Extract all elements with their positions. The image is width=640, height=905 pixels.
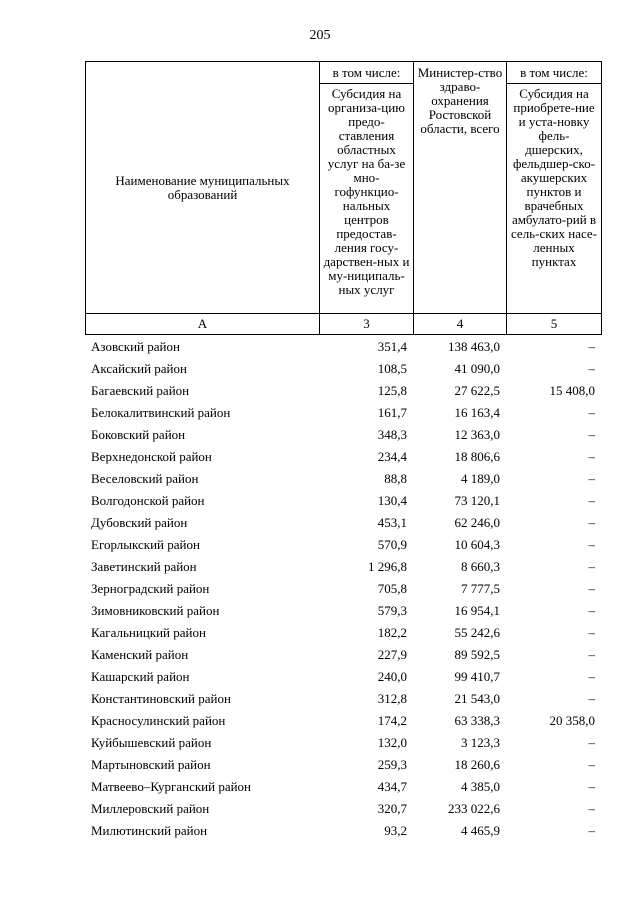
row-col4: 73 120,1 <box>454 493 500 508</box>
table-row <box>85 512 601 534</box>
table-row <box>85 754 601 776</box>
row-name: Боковский район <box>91 427 186 442</box>
table-row <box>85 666 601 688</box>
row-col5: – <box>588 691 595 706</box>
row-col5: – <box>588 823 595 838</box>
row-name: Милютинский район <box>91 823 208 838</box>
row-name: Зимовниковский район <box>91 603 220 618</box>
row-col3: 93,2 <box>384 823 407 838</box>
table-row <box>85 490 601 512</box>
row-col3: 1 296,8 <box>368 559 407 574</box>
row-col5: – <box>588 779 595 794</box>
row-col4: 12 363,0 <box>454 427 500 442</box>
row-name: Красносулинский район <box>91 713 226 728</box>
row-col5: – <box>588 471 595 486</box>
header-index-5: 5 <box>507 314 602 335</box>
table-row <box>85 688 601 710</box>
row-col3: 174,2 <box>377 713 407 728</box>
row-name: Веселовский район <box>91 471 199 486</box>
row-col3: 227,9 <box>377 647 407 662</box>
row-col4: 16 163,4 <box>454 405 500 420</box>
row-col4: 41 090,0 <box>454 361 500 376</box>
row-col4: 4 189,0 <box>461 471 500 486</box>
row-name: Матвеево–Курганский район <box>91 779 252 794</box>
row-col4: 99 410,7 <box>454 669 500 684</box>
row-col4: 138 463,0 <box>448 339 500 354</box>
table-header <box>85 61 602 335</box>
row-col3: 351,4 <box>377 339 407 354</box>
table-row <box>85 820 601 842</box>
row-name: Егорлыкский район <box>91 537 200 552</box>
table-row <box>85 358 601 380</box>
row-name: Миллеровский район <box>91 801 210 816</box>
row-col5: – <box>588 493 595 508</box>
row-name: Дубовский район <box>91 515 188 530</box>
row-col4: 3 123,3 <box>461 735 500 750</box>
row-col3: 579,3 <box>377 603 407 618</box>
table-row <box>85 776 601 798</box>
row-col4: 62 246,0 <box>454 515 500 530</box>
row-col4: 89 592,5 <box>454 647 500 662</box>
row-col4: 4 385,0 <box>461 779 500 794</box>
row-col3: 130,4 <box>377 493 407 508</box>
row-col4: 7 777,5 <box>461 581 500 596</box>
table-row <box>85 446 601 468</box>
row-col3: 312,8 <box>377 691 407 706</box>
row-name: Белокалитвинский район <box>91 405 231 420</box>
row-col3: 320,7 <box>377 801 407 816</box>
table-row <box>85 798 601 820</box>
row-col3: 570,9 <box>377 537 407 552</box>
row-col5: – <box>588 559 595 574</box>
table-row <box>85 710 601 732</box>
row-name: Кашарский район <box>91 669 190 684</box>
row-col4: 4 465,9 <box>461 823 500 838</box>
page-number: 205 <box>309 28 331 43</box>
header-index-a: А <box>86 314 320 335</box>
row-name: Азовский район <box>91 339 180 354</box>
table-row <box>85 402 601 424</box>
table-row <box>85 600 601 622</box>
row-col5: – <box>588 405 595 420</box>
row-col4: 21 543,0 <box>454 691 500 706</box>
row-col4: 10 604,3 <box>454 537 500 552</box>
row-col3: 108,5 <box>377 361 407 376</box>
row-col4: 233 022,6 <box>448 801 500 816</box>
table-body <box>85 336 601 842</box>
row-name: Верхнедонской район <box>91 449 212 464</box>
table-row <box>85 732 601 754</box>
table-row <box>85 644 601 666</box>
row-col5: – <box>588 669 595 684</box>
row-name: Куйбышевский район <box>91 735 212 750</box>
row-col5: – <box>588 515 595 530</box>
row-col5: – <box>588 537 595 552</box>
header-name-column: Наименование муниципальных образований <box>86 62 320 314</box>
row-name: Кагальницкий район <box>91 625 206 640</box>
table-row <box>85 424 601 446</box>
row-col4: 18 260,6 <box>454 757 500 772</box>
row-col3: 259,3 <box>377 757 407 772</box>
row-col5: – <box>588 647 595 662</box>
row-col3: 348,3 <box>377 427 407 442</box>
table-row <box>85 468 601 490</box>
row-col5: 20 358,0 <box>549 713 595 728</box>
row-name: Мартыновский район <box>91 757 211 772</box>
row-col3: 434,7 <box>377 779 407 794</box>
row-col3: 132,0 <box>377 735 407 750</box>
table-row <box>85 380 601 402</box>
row-name: Константиновский район <box>91 691 231 706</box>
row-col5: – <box>588 757 595 772</box>
header-index-3: 3 <box>320 314 414 335</box>
row-col4: 18 806,6 <box>454 449 500 464</box>
row-col3: 240,0 <box>377 669 407 684</box>
header-col4-title: Министер-ство здраво-охранения Ростовской области, всего <box>414 62 507 314</box>
header-col3-group: в том числе: <box>320 62 414 84</box>
row-col3: 161,7 <box>377 405 407 420</box>
row-col3: 125,8 <box>377 383 407 398</box>
header-col5-group: в том числе: <box>507 62 602 84</box>
row-name: Зерноградский район <box>91 581 210 596</box>
row-col5: 15 408,0 <box>549 383 595 398</box>
row-col3: 453,1 <box>377 515 407 530</box>
row-col5: – <box>588 361 595 376</box>
row-col5: – <box>588 801 595 816</box>
row-name: Заветинский район <box>91 559 197 574</box>
row-name: Волгодонской район <box>91 493 205 508</box>
row-col5: – <box>588 581 595 596</box>
table-row <box>85 622 601 644</box>
row-col4: 8 660,3 <box>461 559 500 574</box>
row-col5: – <box>588 449 595 464</box>
row-col5: – <box>588 339 595 354</box>
row-col4: 55 242,6 <box>454 625 500 640</box>
row-name: Каменский район <box>91 647 189 662</box>
table-row <box>85 534 601 556</box>
header-col3-title: Субсидия на организа-цию предо-ставления областных услуг на ба-зе мно-гофункцио-нальных центров предостав-ления госу-дарствен-ных и му-ниципаль-ных услуг <box>320 84 414 314</box>
row-col4: 16 954,1 <box>454 603 500 618</box>
table-row <box>85 578 601 600</box>
row-col4: 27 622,5 <box>454 383 500 398</box>
header-index-4: 4 <box>414 314 507 335</box>
table-row <box>85 556 601 578</box>
row-col5: – <box>588 427 595 442</box>
header-col5-title: Субсидия на приобрете-ние и уста-новку фель-дшерских, фельдшер-ско-акушерских пунктов и врачебных амбулато-рий в сель-ских насе-ленных пунктах <box>507 84 602 314</box>
row-col5: – <box>588 603 595 618</box>
row-col3: 705,8 <box>377 581 407 596</box>
row-name: Аксайский район <box>91 361 187 376</box>
row-col5: – <box>588 625 595 640</box>
row-col3: 88,8 <box>384 471 407 486</box>
row-name: Багаевский район <box>91 383 190 398</box>
row-col3: 182,2 <box>377 625 407 640</box>
table-row <box>85 336 601 358</box>
row-col3: 234,4 <box>377 449 407 464</box>
row-col4: 63 338,3 <box>454 713 500 728</box>
row-col5: – <box>588 735 595 750</box>
